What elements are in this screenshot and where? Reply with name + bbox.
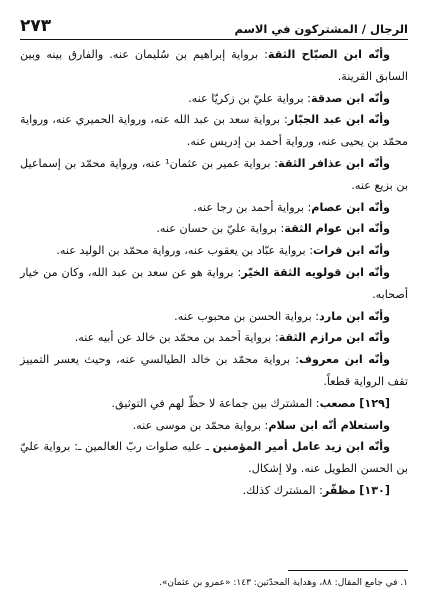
page-header [20,12,408,40]
paragraph-text: ـ عليه صلوات ربّ العالمين ـ: برواية عليّ بن الحسن الطويل عنه. ولا إشكال. [20,440,408,476]
narrator-name: وأنّه ابن صدقة [310,91,390,105]
narrator-name: وأنّه ابن مرازم الثقة [278,331,390,345]
paragraph [20,44,408,88]
narrator-name: وأنّه ابن فرات [312,244,390,258]
narrator-name: وأنّه ابن مارد [319,309,390,323]
narrator-name: وأنّه ابن عبد الجبّار [287,113,391,127]
narrator-name: وأنّه ابن عوام الثقة [284,222,390,236]
paragraph-text: : برواية سعد بن عبد الله عنه، ورواية الحميري عنه، ورواية محمّد بن يحيى عنه، ورواية أحمد بن إدريس عنه. [20,113,408,149]
paragraph [20,218,408,240]
paragraph [20,240,408,262]
paragraph-text: : برواية عليّ بن زكريّا عنه. [188,91,311,105]
paragraph-text: : برواية أحمد بن محمّد بن خالد عن أبيه عنه. [74,331,279,345]
entry-129 [20,393,408,415]
paragraph-text: : برواية عبّاد بن يعقوب عنه، ورواية محمّد بن الوليد عنه. [56,244,313,258]
paragraph-text: : برواية الحسن بن محبوب عنه. [174,309,320,323]
entry-number: [١٣٠] [359,483,390,497]
entry-name: مصعب [319,396,356,410]
paragraph-text: : برواية إبراهيم بن سُليمان عنه. والفارق بينه وبين السابق القرينة. [20,48,408,83]
entry-number: [١٢٩] [359,396,390,410]
paragraph-text: : برواية محمّد بن موسى عنه. [132,418,269,432]
paragraph [20,327,408,349]
paragraph [20,153,408,197]
narrator-name: واستعلام أنّه ابن سلام [268,418,390,432]
entry-130 [20,480,408,502]
entry-name: مظفّر [322,483,356,497]
page-number: ٢٧٣ [20,16,52,36]
paragraph [20,109,408,153]
paragraph-text: : برواية أحمد بن رجا عنه. [193,200,312,214]
running-title: الرجال / المشتركون في الاسم [234,22,408,36]
paragraph [20,197,408,219]
entry-text: : المشترك بين جماعة لا حظّ لهم في التوثيق. [111,396,320,410]
narrator-name: وأنّه ابن الصبّاح الثقة [267,48,390,61]
paragraph-text: : برواية عمير بن عثمان¹ عنه، ورواية محمّد بن إسماعيل بن بزيع عنه. [20,156,408,192]
footnote-divider [288,570,408,571]
narrator-name: وأنّه ابن قولويه الثقة الخيّر [241,265,390,279]
paragraph [20,436,408,480]
footnote: ١. في جامع المقال: ٨٨، وهداية المحدّثين: ١٤٣: «عمرو بن عثمان». [159,578,408,588]
paragraph-text: : برواية عليّ بن حسان عنه. [156,222,285,236]
paragraph-text: : برواية هو عن سعد بن عبد الله، وكان من خيار أصحابه. [20,265,408,301]
paragraph [20,262,408,306]
page-body [20,44,408,502]
paragraph [20,88,408,110]
narrator-name: وأنّه ابن معروف [299,353,390,367]
narrator-name: وأنّه ابن عذافر الثقة [278,156,390,170]
entry-text: : المشترك كذلك. [242,483,323,497]
paragraph [20,306,408,328]
paragraph [20,349,408,393]
narrator-name: وأنّه ابن عصام [311,200,390,214]
narrator-name: وأنّه ابن زيد عامل أمير المؤمنين [212,440,390,454]
paragraph [20,415,408,437]
paragraph-text: : برواية محمّد بن خالد الطيالسي عنه، وحيث يعسر التمييز تقف الرواية قطعاً. [20,353,408,388]
